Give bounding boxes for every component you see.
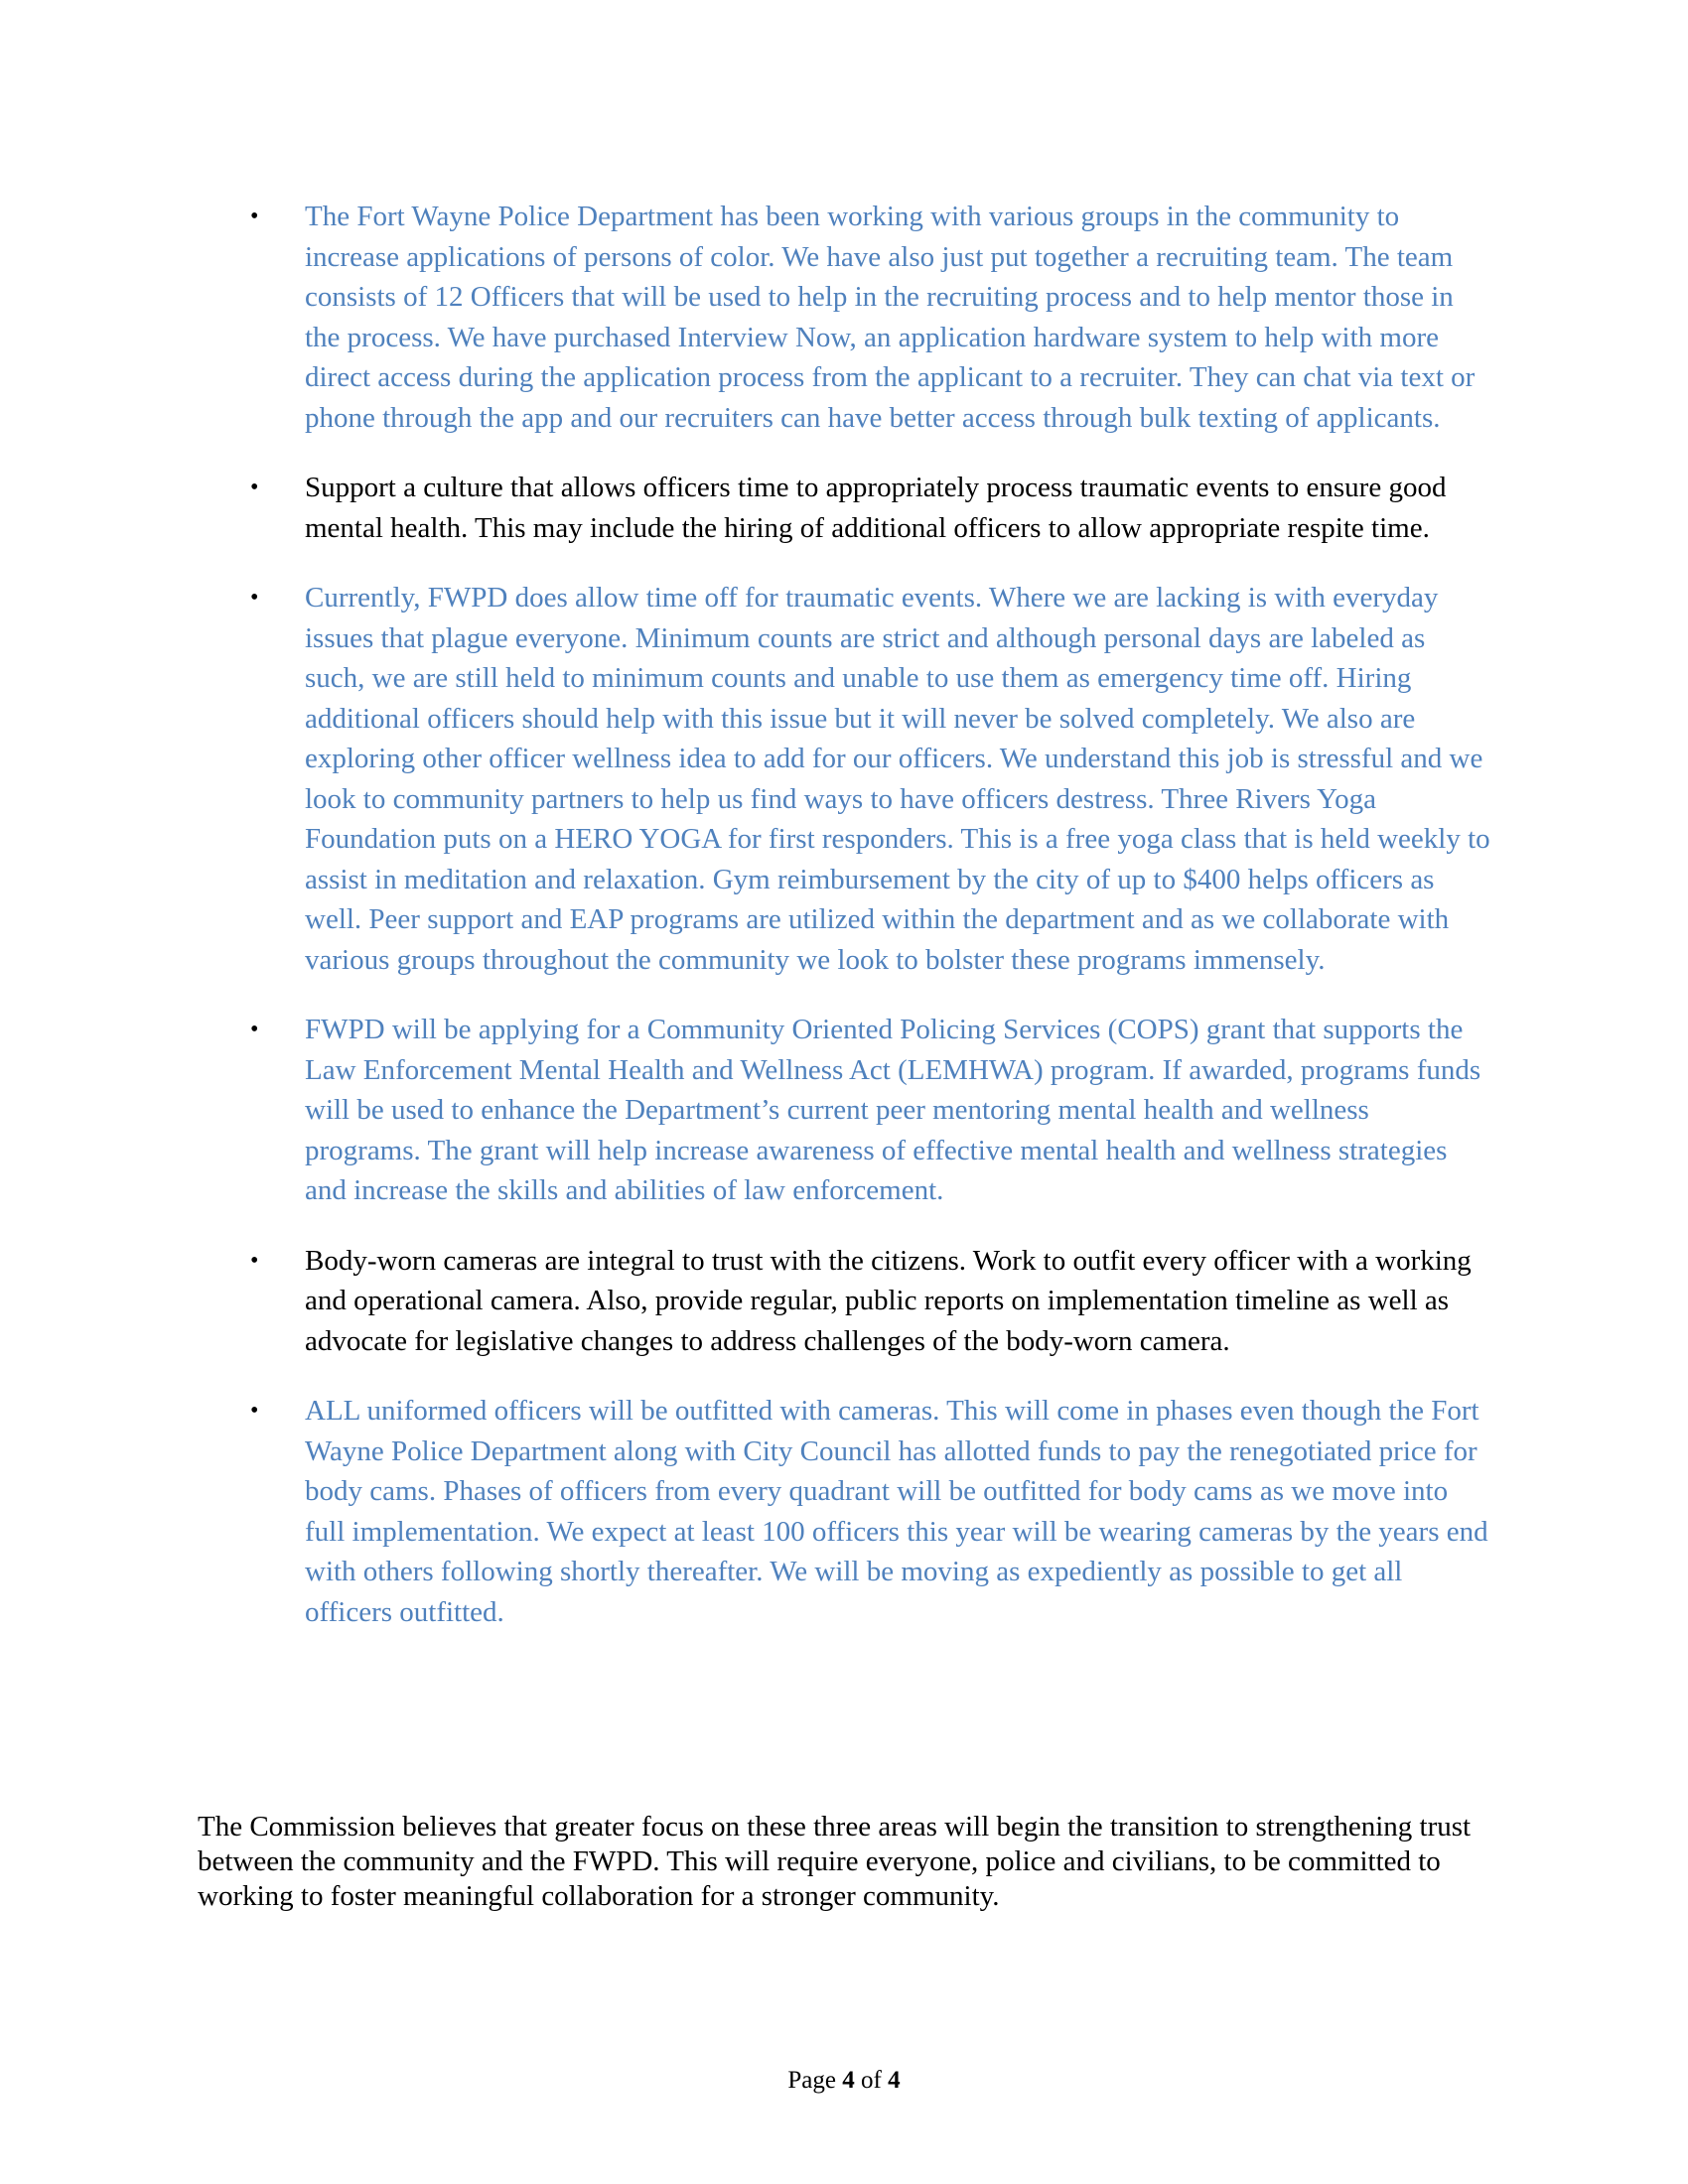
bullet-marker: • [250, 1398, 259, 1424]
current-page-number: 4 [842, 2067, 855, 2094]
page-label: Page [787, 2067, 837, 2094]
response-item [250, 578, 1491, 980]
response-text: The Fort Wayne Police Department has been working with various groups in the community to increase applications of persons of color. We have also just put together a recruiting team. The team consists of 12 Officers that will be used to help in the recruiting process and to help mentor those in the process. We have purchased Interview Now, an application hardware system to help with more direct access during the application process from the applicant to a recruiter. They can chat via text or phone through the app and our recruiters can have better access through bulk texting of applicants. [305, 201, 1476, 434]
bullet-marker: • [250, 585, 259, 611]
bullet-marker: • [250, 1247, 259, 1274]
recommendation-item [250, 1241, 1491, 1362]
total-page-number: 4 [888, 2067, 901, 2094]
recommendation-text: Support a culture that allows officers time to appropriately process traumatic events to ensure good mental health. This may include the hiring of additional officers to allow appropriate respite time. [305, 472, 1447, 544]
bullet-list [250, 197, 1491, 1662]
of-label: of [861, 2067, 882, 2094]
closing-paragraph: The Commission believes that greater focus on these three areas will begin the transition to strengthening trust between the community and the FWPD. This will require everyone, police and civilians, to be committed to working to foster meaningful collaboration for a stronger community. [198, 1811, 1472, 1912]
response-text: FWPD will be applying for a Community Oriented Policing Services (COPS) grant that supports the Law Enforcement Mental Health and Wellness Act (LEMHWA) program. If awarded, programs funds will be used to enhance the Department’s current peer mentoring mental health and wellness programs. The grant will help increase awareness of effective mental health and wellness strategies and increase the skills and abilities of law enforcement. [305, 1014, 1481, 1206]
response-text: Currently, FWPD does allow time off for traumatic events. Where we are lacking is with everyday issues that plague everyone. Minimum counts are strict and although personal days are labeled as such, we are still held to minimum counts and unable to use them as emergency time off. Hiring additional officers should help with this issue but it will never be solved completely. We also are exploring other officer wellness idea to add for our officers. We understand this job is stressful and we look to community partners to help us find ways to have officers destress. Three Rivers Yoga Foundation puts on a HERO YOGA for first responders. This is a free yoga class that is held weekly to assist in meditation and relaxation. Gym reimbursement by the city of up to $400 helps officers as well. Peer support and EAP programs are utilized within the department and as we collaborate with various groups throughout the community we look to bolster these programs immensely. [305, 582, 1490, 976]
bullet-marker: • [250, 475, 259, 500]
bullet-marker: • [250, 1017, 259, 1042]
response-item [250, 1010, 1491, 1211]
bullet-marker: • [250, 204, 259, 229]
response-item [250, 197, 1491, 438]
response-item [250, 1391, 1491, 1632]
recommendation-text: Body-worn cameras are integral to trust with the citizens. Work to outfit every officer with a working and operational camera. Also, provide regular, public reports on implementation timeline as well as advocate for legislative changes to address challenges of the body-worn camera. [305, 1244, 1472, 1357]
recommendation-item [250, 468, 1491, 548]
response-text: ALL uniformed officers will be outfitted with cameras. This will come in phases even though the Fort Wayne Police Department along with City Council has allotted funds to pay the renegotiated price for body cams. Phases of officers from every quadrant will be outfitted for body cams as we move into full implementation. We expect at least 100 officers this year will be wearing cameras by the years end with others following shortly thereafter. We will be moving as expediently as possible to get all officers outfitted. [305, 1395, 1488, 1628]
page-footer [0, 2065, 1688, 2097]
